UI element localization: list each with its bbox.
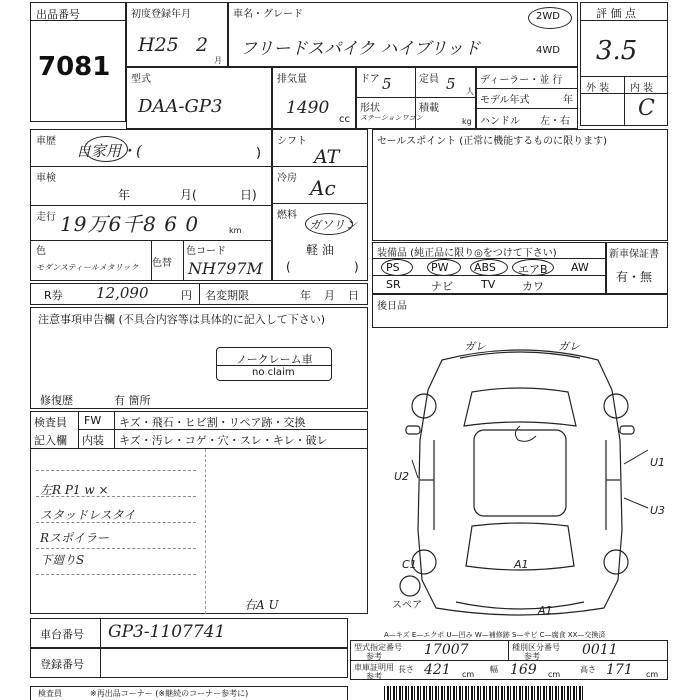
registration-month-unit: 月 — [214, 56, 222, 65]
note-line-3: Rスポイラー — [40, 531, 110, 545]
model-year-unit: 年 — [563, 95, 573, 106]
spec-unit-1: cm — [462, 670, 475, 679]
grade-score: 3.5 — [596, 36, 638, 66]
color-label: 色 — [36, 246, 46, 257]
no-claim-line2: no claim — [252, 367, 295, 378]
steering-value: 左・右 — [540, 116, 570, 127]
entry-label: 記入欄 — [34, 434, 67, 447]
equip-airbag: エアB — [518, 263, 548, 276]
repair-value: 有 箇所 — [114, 394, 151, 407]
mark-top-left: ガレ — [464, 340, 486, 353]
fuel-gasoline: ガソリン — [309, 218, 358, 232]
name-change-month: 月 — [324, 289, 335, 302]
drive-2wd: 2WD — [536, 11, 560, 22]
displacement-unit: cc — [339, 114, 350, 125]
barcode — [384, 686, 584, 700]
repair-label: 修復歴 — [40, 394, 73, 407]
spec-cert-label: 車庫証明用 — [354, 663, 394, 672]
note-line-2: スタッドレスタイ — [40, 508, 136, 522]
name-change-day: 日 — [348, 289, 359, 302]
lot-number: 7081 — [38, 52, 111, 82]
fuel-label: 燃料 — [277, 210, 297, 221]
spec-ref-2: 参考 — [524, 652, 540, 661]
shape-value: ステーションワゴン — [360, 114, 423, 122]
mark-a1b: A1 — [538, 604, 553, 617]
footer-label: 検査員 — [38, 689, 62, 698]
mileage-unit: km — [229, 226, 242, 235]
shaken-month-unit: 月( — [180, 188, 197, 202]
type-label: 型式 — [131, 74, 151, 85]
fuel-paren-open: ( — [286, 260, 291, 274]
spec-height-label: 高さ — [580, 665, 596, 674]
mark-a1a: A1 — [514, 558, 529, 571]
recycle-unit: 円 — [181, 289, 192, 302]
sales-point-label: セールスポイント (正常に機能するものに限ります) — [377, 136, 608, 147]
fuel-diesel: 軽 油 — [306, 243, 334, 257]
equip-aw: AW — [571, 261, 589, 274]
chassis-label: 車台番号 — [40, 628, 84, 641]
no-claim-line1: ノークレーム車 — [236, 353, 313, 366]
spec-type-no-label: 型式指定番号 — [354, 643, 402, 652]
equip-tv: TV — [481, 278, 496, 291]
registration-month: 2 — [196, 34, 209, 56]
spec-class-no-value: 0011 — [582, 642, 618, 658]
name-change-label: 名変期限 — [205, 289, 249, 302]
int-items: キズ・汚レ・コゲ・穴・スレ・キレ・破レ — [119, 434, 328, 447]
color-change-label: 色替 — [152, 258, 172, 269]
note-line-5: 右A U — [244, 598, 279, 612]
equipment-label: 装備品 (純正品に限り◎をつけて下さい) — [377, 248, 557, 259]
color-code-value: NH797M — [188, 259, 263, 278]
spec-unit-3: cm — [646, 670, 659, 679]
displacement-label: 排気量 — [277, 74, 307, 85]
mark-c1: C1 — [402, 558, 417, 571]
mark-left: U2 — [394, 470, 410, 483]
spec-length-value: 421 — [424, 662, 451, 678]
notes-label: 注意事項申告欄 (不具合内容等は具体的に記入して下さい) — [38, 313, 326, 326]
load-label: 積載 — [419, 103, 439, 114]
load-unit: kg — [462, 117, 472, 126]
recycle-value: 12,090 — [96, 284, 149, 302]
shape-label: 形状 — [360, 103, 380, 114]
model-label: 車名・グレード — [233, 9, 303, 20]
grade-int-label: 内 装 — [630, 83, 654, 94]
spec-ref-3: 参考 — [366, 672, 382, 681]
warranty-value: 有・無 — [616, 270, 653, 284]
mileage-value: 19万6千8 6 0 — [60, 212, 200, 236]
history-close: ) — [256, 146, 262, 161]
color-value: モダンスティールメタリック — [36, 263, 139, 272]
recycle-label: R券 — [44, 289, 63, 302]
dealer-label: ディーラー・並 行 — [480, 75, 563, 86]
warranty-label: 新車保証書 — [609, 249, 659, 260]
type-value: DAA-GP3 — [138, 96, 223, 117]
steering-label: ハンドル — [480, 116, 520, 127]
capacity-label: 定員 — [419, 74, 439, 85]
capacity-unit: 人 — [466, 87, 474, 96]
equip-leather: カワ — [522, 280, 544, 293]
history-value: 自家用・( — [76, 142, 142, 160]
spec-width-label: 幅 — [490, 665, 498, 674]
note-line-4: 下廻りS — [40, 553, 85, 567]
doors-label: ドア — [360, 74, 380, 85]
shaken-day-unit: 日) — [240, 188, 257, 202]
registration-label: 初度登録年月 — [131, 9, 191, 20]
mileage-label: 走行 — [36, 212, 56, 223]
equip-sr: SR — [386, 278, 401, 291]
spec-length-label: 長さ — [398, 665, 414, 674]
footer-note: ※再出品コーナー (※継続のコーナー参考に) — [90, 689, 249, 698]
doors-value: 5 — [382, 75, 392, 93]
model-value: フリードスパイク ハイブリッド — [240, 39, 481, 59]
spec-width-value: 169 — [510, 662, 537, 678]
shift-value: AT — [314, 146, 340, 168]
spec-type-no-value: 17007 — [424, 642, 469, 658]
name-change-year: 年 — [300, 289, 311, 302]
damage-legend: A—キズ E—エクボ U—凹み W—補修跡 S—サビ C—腐食 XX—交換済 — [384, 631, 606, 639]
lot-label: 出品番号 — [36, 8, 80, 21]
spare-label: スペア — [392, 600, 422, 611]
inspector-label: 検査員 — [34, 416, 67, 429]
shaken-label: 車検 — [36, 173, 56, 184]
color-code-label: 色コード — [186, 246, 226, 257]
equip-navi: ナビ — [431, 280, 453, 293]
shaken-year-unit: 年 — [118, 188, 131, 202]
equip-pw: PW — [431, 261, 449, 274]
model-year-label: モデル年式 — [480, 95, 530, 106]
spec-height-value: 171 — [606, 662, 633, 678]
registration-year: H25 — [138, 34, 179, 56]
note-line-1: 左R P1 w × — [40, 483, 109, 497]
mark-right-bottom: U3 — [650, 504, 666, 517]
capacity-value: 5 — [446, 75, 456, 93]
equip-abs: ABS — [474, 261, 496, 274]
history-label: 車歴 — [36, 136, 56, 147]
equip-ps: PS — [386, 261, 400, 274]
mark-top-right: ガレ — [558, 340, 580, 353]
grade-int-value: C — [638, 96, 655, 121]
rear-box — [372, 294, 668, 328]
fw-label: FW — [84, 414, 102, 427]
chassis-value: GP3-1107741 — [108, 622, 226, 642]
grade-label: 評 価 点 — [596, 7, 636, 20]
fw-items: キズ・飛石・ヒビ割・リペア跡・交換 — [119, 416, 306, 429]
shift-label: シフト — [277, 136, 307, 147]
aircon-value: Ac — [310, 176, 336, 200]
car-damage-diagram — [372, 330, 668, 630]
spec-class-no-label: 種別区分番号 — [512, 643, 560, 652]
int-label: 内装 — [82, 434, 104, 447]
spec-unit-2: cm — [548, 670, 561, 679]
registration-no-label: 登録番号 — [40, 658, 84, 671]
aircon-label: 冷房 — [277, 173, 297, 184]
displacement-value: 1490 — [286, 98, 330, 118]
mark-right-top: U1 — [650, 456, 666, 469]
spec-ref-1: 参考 — [366, 652, 382, 661]
rear-label: 後日品 — [377, 301, 407, 312]
drive-4wd: 4WD — [536, 45, 560, 56]
fuel-paren-close: ) — [354, 260, 359, 274]
grade-ext-label: 外 装 — [586, 83, 610, 94]
